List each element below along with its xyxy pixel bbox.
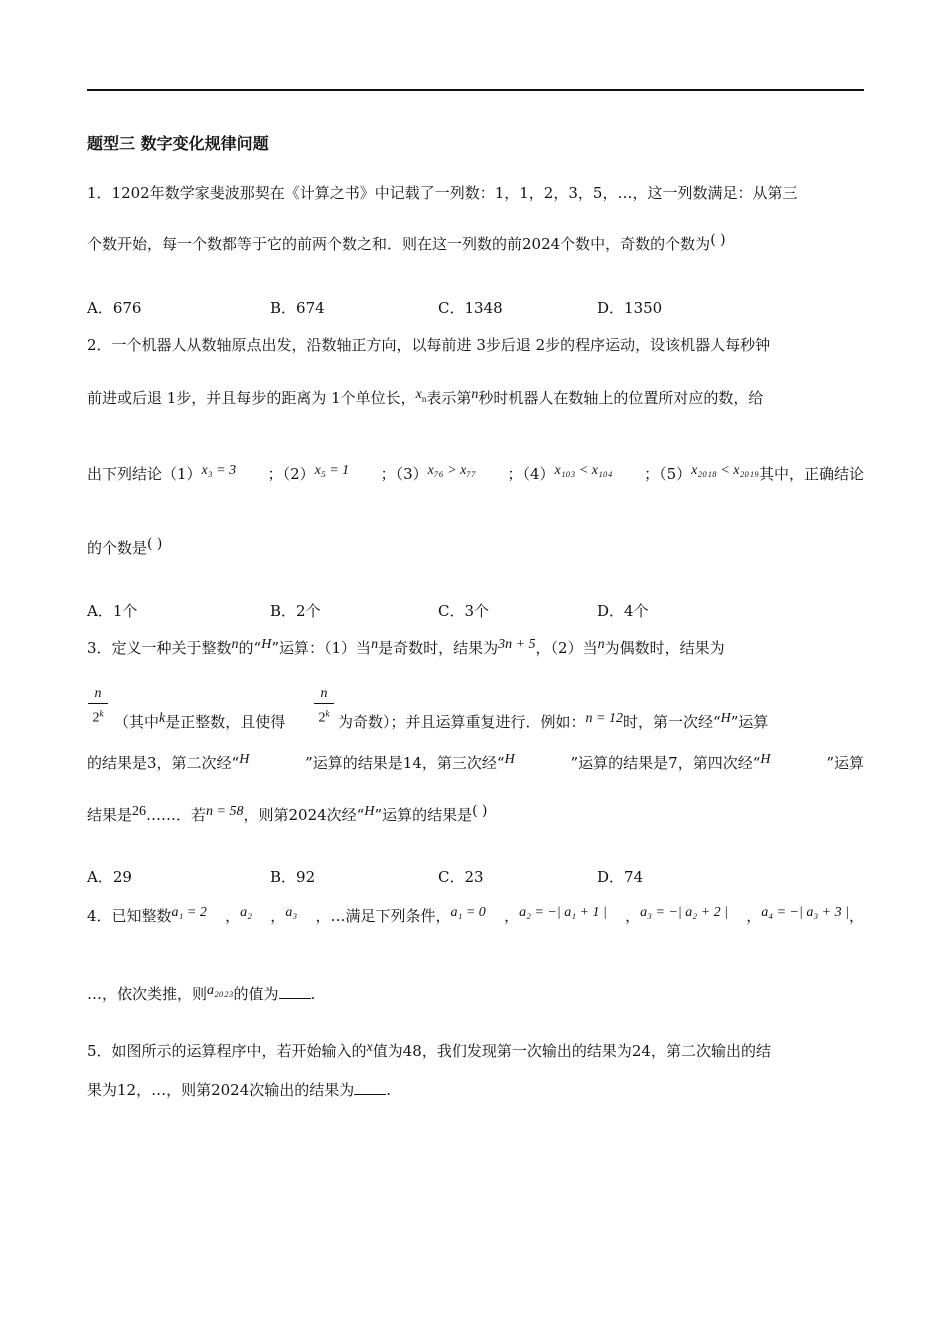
q1-answer-paren: ( ) xyxy=(710,232,726,248)
q4-a2: a₂ xyxy=(240,905,253,920)
q2-conclusion-4: x₁₀₃ < x₁₀₄ xyxy=(554,463,613,478)
q3-h-math: H xyxy=(720,711,731,726)
q4-a2-condition: a₂ = −| a₁ + 1 | xyxy=(519,905,607,920)
q3-input-n: n = 58 xyxy=(206,804,244,819)
q2-conclusion-2: x₅ = 1 xyxy=(314,463,350,478)
q5-answer-blank[interactable] xyxy=(354,1080,386,1095)
q2-line2: 前进或后退 1步，并且每步的距离为 1个单位长，$x_n$表示第n秒时机器人在数轴上的位置所对应的数，给 xyxy=(87,387,764,407)
q4-a2023: a₂₀₂₃ xyxy=(207,983,234,998)
q3-option-c: C．23 xyxy=(438,868,484,886)
q3-h-math: H xyxy=(239,752,250,767)
q3-h-math: H xyxy=(364,804,375,819)
q3-line4: 结果是26……．若n = 58，则第2024次经“H”运算的结果是( ) xyxy=(87,803,488,824)
q1-option-c: C．1348 xyxy=(438,299,503,317)
q1-line2: 个数开始，每一个数都等于它的前两个数之和．则在这一列数的前2024个数中，奇数的个数为( ) xyxy=(87,232,726,253)
q3-option-a: A．29 xyxy=(87,868,132,886)
q3-n-math: n xyxy=(371,637,379,652)
section-title: 题型三 数字变化规律问题 xyxy=(87,134,269,153)
q4-a3-condition: a₃ = −| a₂ + 2 | xyxy=(640,905,728,920)
q3-line2-part2: 为奇数）；并且运算重复进行．例如：n = 12时，第一次经“H”运算 xyxy=(338,711,769,731)
q3-h-math: H xyxy=(504,752,515,767)
q4-a1-condition: a₁ = 0 xyxy=(450,905,486,920)
q2-option-a: A．1个 xyxy=(87,602,138,620)
q2-option-d: D．4个 xyxy=(597,602,649,620)
q2-xn-math: $x_n$ xyxy=(415,387,427,404)
q1-line1: 1．1202年数学家斐波那契在《计算之书》中记载了一列数：1，1，2，3，5，…，这一列数满足：从第三 xyxy=(87,184,798,202)
q4-line1: 4．已知整数a₁ = 2 ，a₂ ，a₃ ，…满足下列条件，a₁ = 0 ，a₂ = −| a₁ + 1 | ，a₃ = −| a₂ + 2 | ，a₄ = −| a₃ + 3 |， xyxy=(87,905,864,925)
q5-x-math: x xyxy=(366,1040,373,1055)
q3-option-d: D．74 xyxy=(597,868,644,886)
q3-fourth-result: 26 xyxy=(132,804,147,819)
q2-conclusion-3: x₇₆ > x₇₇ xyxy=(427,463,477,478)
q1-option-d: D．1350 xyxy=(597,299,663,317)
q2-option-b: B．2个 xyxy=(270,602,321,620)
q2-line3: 出下列结论（1）x₃ = 3 ；（2）x₅ = 1 ；（3）x₇₆ > x₇₇ ；（4）x₁₀₃ < x₁₀₄ ；（5）x₂₀₁₈ < x₂₀₁₉其中，正确结论 xyxy=(87,463,864,483)
q1-option-b: B．674 xyxy=(270,299,325,317)
q2-option-c: C．3个 xyxy=(438,602,490,620)
q4-answer-blank[interactable] xyxy=(279,984,311,999)
header-rule xyxy=(87,89,864,91)
q4-a3: a₃ xyxy=(285,905,298,920)
q2-answer-paren: ( ) xyxy=(147,536,163,552)
q3-h-math: H xyxy=(760,752,771,767)
q3-line3: 的结果是3，第二次经“H ”运算的结果是14，第三次经“H ”运算的结果是7，第四次经“H ”运算 xyxy=(87,752,864,772)
q2-line4: 的个数是( ) xyxy=(87,536,163,557)
q4-line2: …，依次类推，则a₂₀₂₃的值为 . xyxy=(87,983,316,1003)
q3-n-math: n xyxy=(597,637,605,652)
q3-k-math: k xyxy=(159,711,166,726)
q5-line2: 果为12，…，则第2024次输出的结果为 . xyxy=(87,1081,392,1099)
q3-n-math: n xyxy=(231,637,239,652)
q3-h-math: H xyxy=(261,637,272,652)
q3-answer-paren: ( ) xyxy=(472,803,488,819)
q2-conclusion-5: x₂₀₁₈ < x₂₀₁₉ xyxy=(691,463,759,478)
q2-line1: 2．一个机器人从数轴原点出发，沿数轴正方向，以每前进 3步后退 2步的程序运动，设该机器人每秒钟 xyxy=(87,336,771,354)
q4-a4-condition: a₄ = −| a₃ + 3 | xyxy=(761,905,849,920)
q3-line2-part1: （其中k是正整数，且使得 xyxy=(114,711,286,731)
q3-odd-result: 3n + 5 xyxy=(498,637,536,652)
q4-a1-given: a₁ = 2 xyxy=(171,905,207,920)
q3-fraction-1: n 2$^k$ xyxy=(88,686,108,727)
q1-option-a: A．676 xyxy=(87,299,142,317)
q2-n-math: n xyxy=(471,387,479,402)
q5-line1: 5．如图所示的运算程序中，若开始输入的x值为48，我们发现第一次输出的结果为24，第二次输出的结 xyxy=(87,1040,771,1060)
q3-example-n: n = 12 xyxy=(585,711,623,726)
q2-conclusion-1: x₃ = 3 xyxy=(201,463,237,478)
q3-line1: 3．定义一种关于整数n的“H”运算：（1）当n是奇数时，结果为3n + 5，（2）当n为偶数时，结果为 xyxy=(87,637,725,657)
q3-fraction-2: n 2$^k$ xyxy=(314,686,334,727)
q3-option-b: B．92 xyxy=(270,868,316,886)
